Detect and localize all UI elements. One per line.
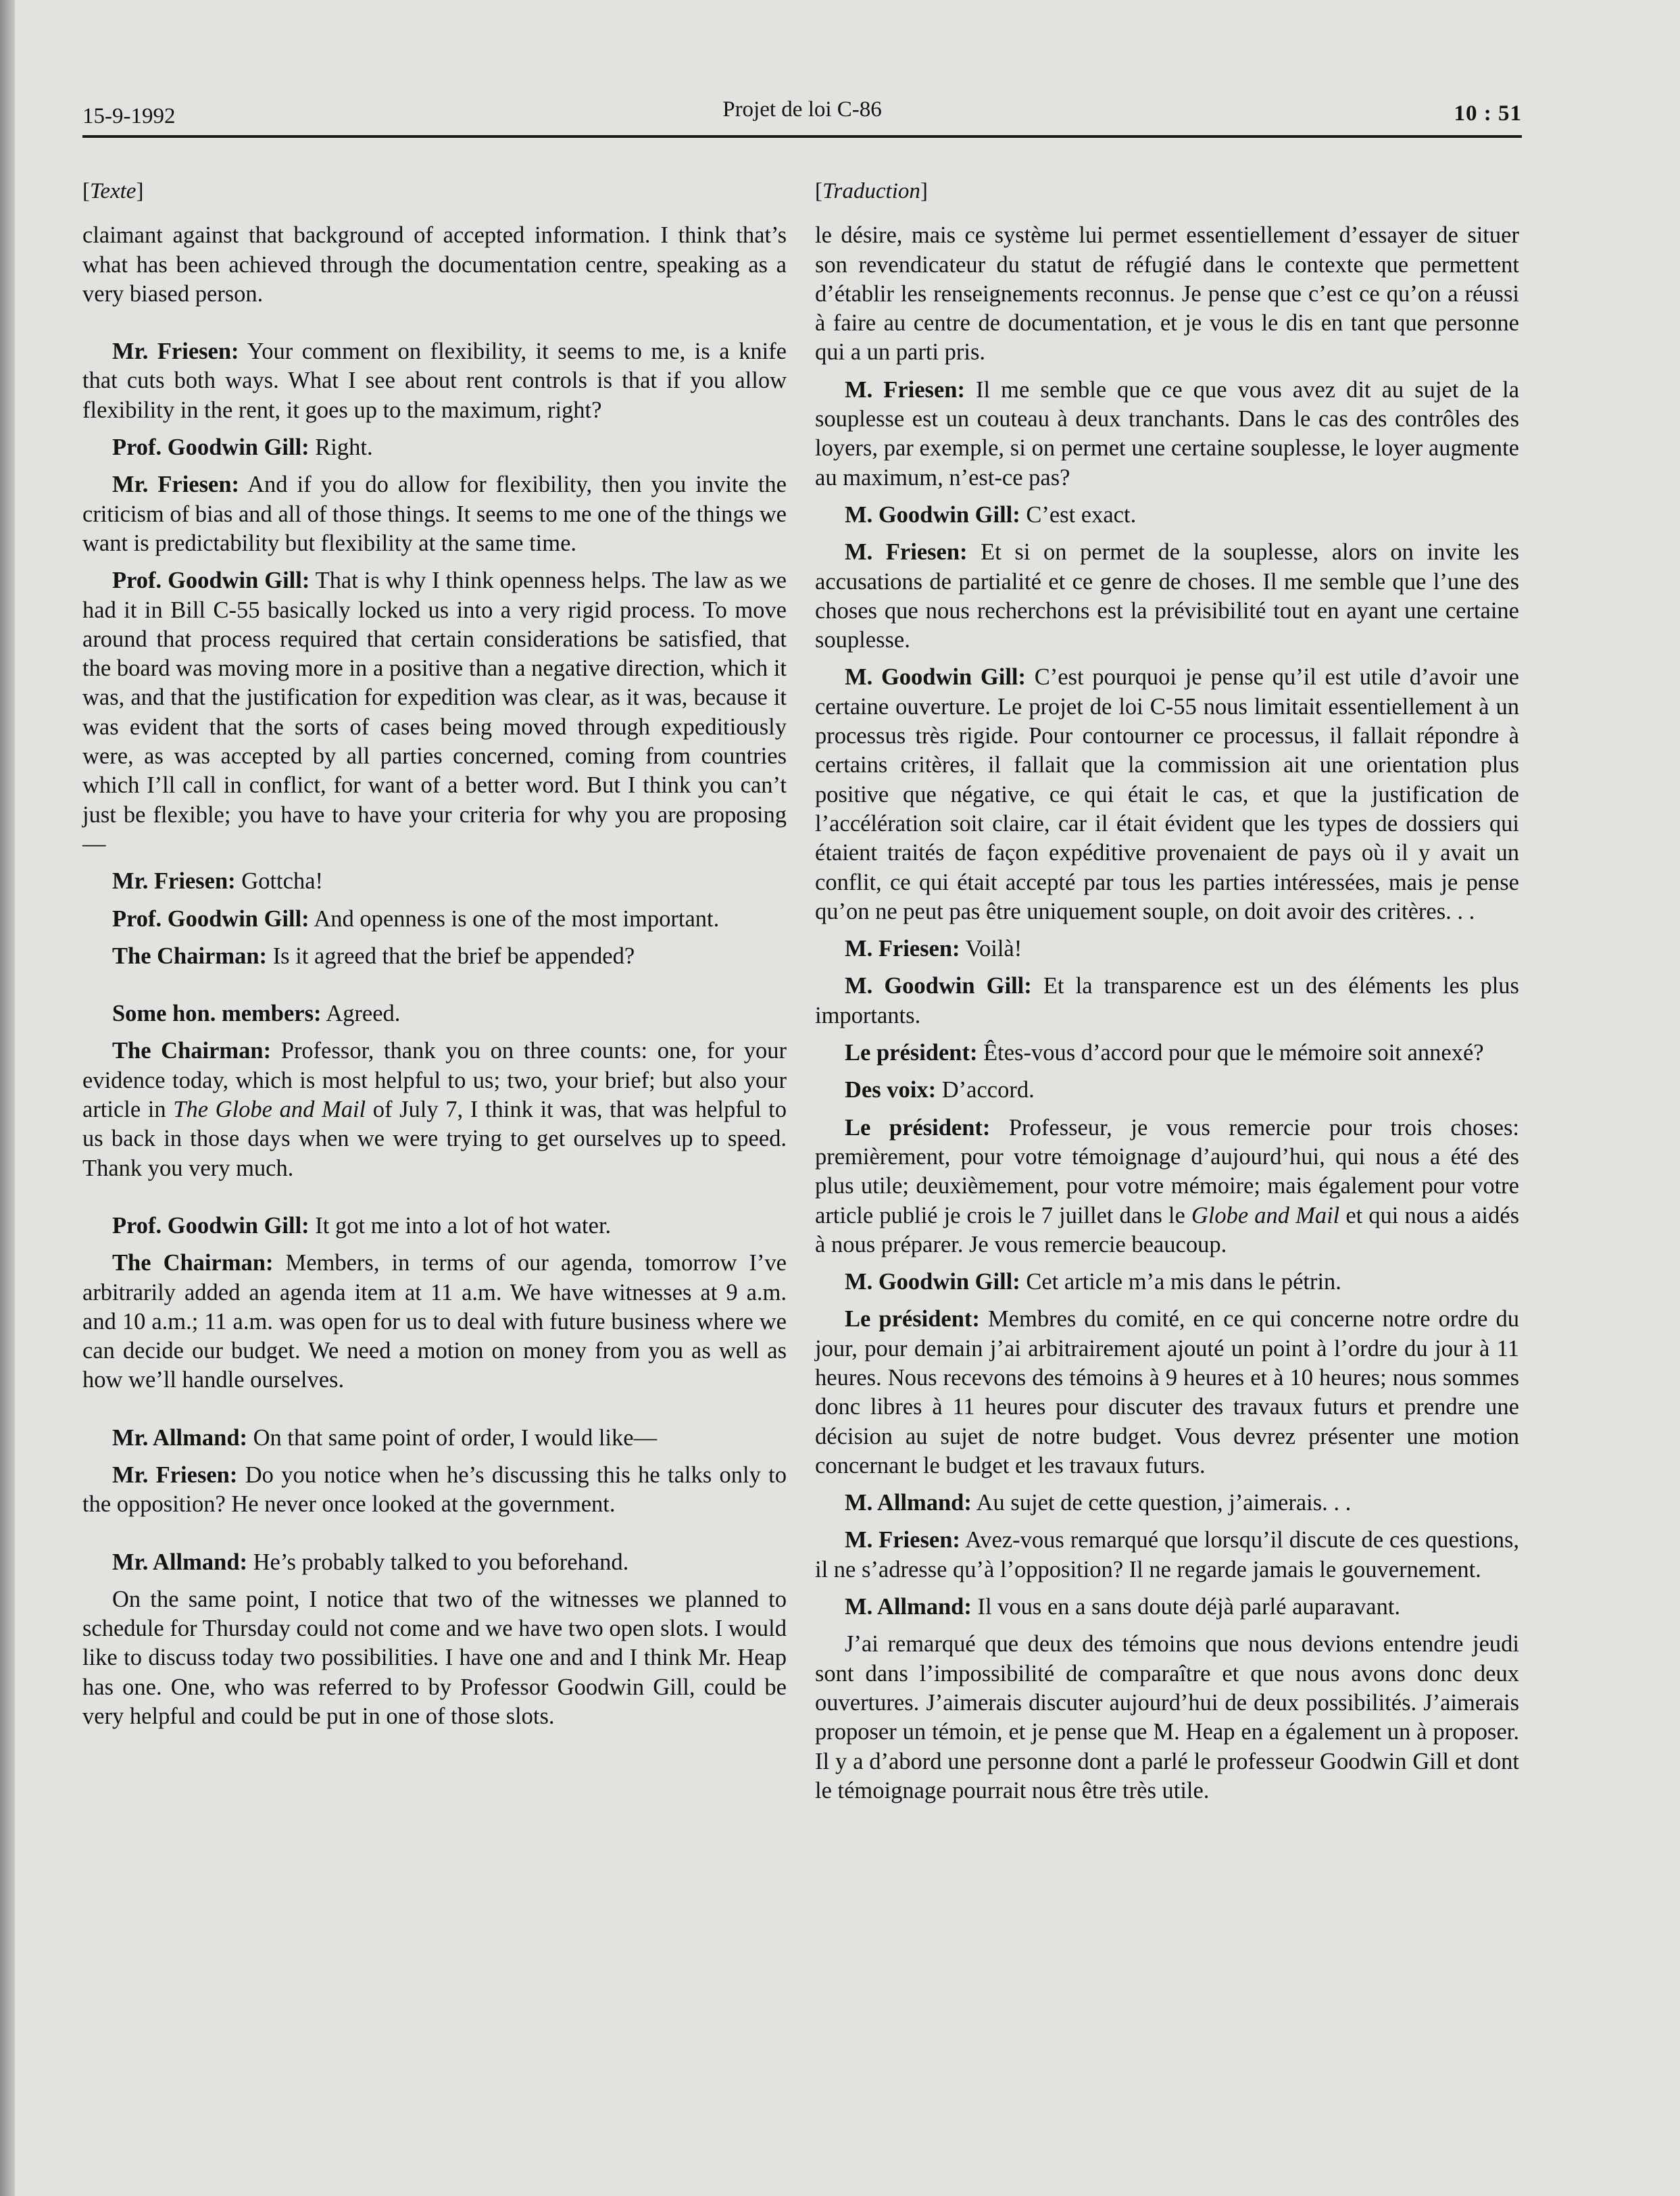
column-label-texte: [Texte] (82, 179, 144, 203)
header-page-number: 10 : 51 (1454, 101, 1522, 126)
paragraph: Prof. Goodwin Gill: Right. (112, 434, 373, 461)
paragraph: On the same point, I notice that two of the witnesses we planned to schedule for Thursday could not come and we have two open slots. I would like to discuss today two possibilities. I have one and and I think Mr. Heap has one. One, who was referred to by Professor Goodwin Gill, could be very helpful and could be put in one of those slots. (82, 1586, 787, 1730)
paragraph: Mr. Allmand: He’s probably talked to you beforehand. (112, 1549, 629, 1575)
speaker-name: Le président: (845, 1306, 980, 1332)
paragraph: Des voix: D’accord. (845, 1077, 1035, 1103)
speaker-name: Des voix: (845, 1077, 937, 1103)
paragraph: The Chairman: Members, in terms of our agenda, tomorrow I’ve arbitrarily added an agenda item at 11 a.m. We have witnesses at 9 a.m. and 10 a.m.; 11 a.m. was open for us to deal with future business where we can decide our budget. We need a motion on money from you as well as how we’ll handle ourselves. (82, 1250, 787, 1393)
speaker-name: Prof. Goodwin Gill: (112, 568, 310, 594)
binding-edge (0, 0, 15, 2196)
speaker-name: M. Goodwin Gill: (845, 664, 1027, 691)
speaker-name: Mr. Friesen: (112, 1462, 238, 1488)
paragraph: M. Friesen: Et si on permet de la souplesse, alors on invite les accusations de partialité et ce genre de choses. Il me semble que l’une des choses que nous recherchons est la prévisibilité tout en ayant une certaine souplesse. (815, 539, 1519, 653)
speaker-name: Prof. Goodwin Gill: (112, 1212, 310, 1239)
paragraph: claimant against that background of accepted information. I think that’s what has been achieved through the documentation centre, speaking as a very biased person. (82, 222, 787, 307)
speaker-name: M. Allmand: (845, 1594, 972, 1620)
paragraph: Le président: Membres du comité, en ce qui concerne notre ordre du jour, pour demain j’ai arbitrairement ajouté un point à l’ordre du jour à 11 heures. Nous recevons des témoins à 9 heures et à 10 heures; nous sommes donc libres à 11 heures pour discuter des travaux futurs et prendre une décision au sujet de notre budget. Vous devrez présenter une motion concernant le budget et les travaux futurs. (815, 1306, 1519, 1478)
header-date: 15-9-1992 (82, 104, 176, 128)
speaker-name: Le président: (845, 1040, 978, 1066)
paragraph: J’ai remarqué que deux des témoins que nous devions entendre jeudi sont dans l’impossibilité de comparaître et que nous avons donc deux ouvertures. J’aimerais discuter aujourd’hui de deux possibilités. J’aimerais proposer un témoin, et je pense que M. Heap en a également un à proposer. Il y a d’abord une personne dont a parlé le professeur Goodwin Gill et dont le témoignage pourrait nous être très utile. (815, 1631, 1519, 1803)
speaker-name: M. Goodwin Gill: (845, 501, 1020, 528)
speaker-name: M. Allmand: (845, 1490, 972, 1516)
speaker-name: Mr. Friesen: (112, 339, 239, 365)
paragraph: M. Allmand: Il vous en a sans doute déjà parlé auparavant. (845, 1594, 1401, 1620)
paragraph: Mr. Friesen: Gottcha! (112, 868, 323, 895)
paragraph: M. Friesen: Il me semble que ce que vous avez dit au sujet de la souplesse est un couteau à deux tranchants. Dans le cas des contrôles des loyers, par exemple, si on permet une certaine souplesse, le loyer augmente au maximum, n’est-ce pas? (815, 376, 1520, 491)
paragraph: M. Goodwin Gill: Cet article m’a mis dans le pétrin. (845, 1269, 1341, 1295)
column-label-traduction: [Traduction] (815, 179, 928, 203)
paragraph: Some hon. members: Agreed. (112, 1001, 401, 1027)
speaker-name: The Chairman: (112, 1250, 274, 1276)
paragraph: Prof. Goodwin Gill: And openness is one of the most important. (112, 905, 720, 932)
paragraph: Le président: Professeur, je vous remercie pour trois choses: premièrement, pour votre témoignage d’aujourd’hui, qui nous a été des plus utile; deuxièmement, pour votre mémoire; mais également pour votre article publié je crois le 7 juillet dans le Globe and Mail et qui nous a aidés à nous préparer. Je vous remercie beaucoup. (815, 1114, 1519, 1257)
english-column (82, 177, 787, 1739)
paragraph: Mr. Friesen: And if you do allow for flexibility, then you invite the criticism of bias and all of those things. It seems to me one of the things we want is predictability but flexibility at the same time. (82, 472, 787, 556)
paragraph: Mr. Friesen: Your comment on flexibility, it seems to me, is a knife that cuts both ways. What I see about rent controls is that if you allow flexibility in the rent, it goes up to the maximum, right? (82, 339, 787, 423)
speaker-name: M. Friesen: (845, 376, 965, 403)
speaker-name: M. Friesen: (845, 539, 968, 566)
speaker-name: The Chairman: (112, 1038, 272, 1064)
speaker-name: Le président: (845, 1114, 991, 1141)
speaker-name: Mr. Allmand: (112, 1549, 247, 1575)
speaker-name: M. Friesen: (845, 1527, 960, 1553)
speaker-name: Prof. Goodwin Gill: (112, 434, 310, 461)
paragraph: M. Goodwin Gill: Et la transparence est un des éléments les plus importants. (815, 973, 1519, 1028)
paragraph: le désire, mais ce système lui permet essentiellement d’essayer de situer son revendicateur du statut de réfugié dans le contexte que permettent d’établir les renseignements reconnus. Je pense que c’est ce qu’on a réussi à faire au centre de documentation, et je vous le dis en tant que personne qui a un parti pris. (815, 222, 1519, 366)
paragraph: M. Allmand: Au sujet de cette question, j’aimerais. . . (845, 1490, 1352, 1516)
paragraph: M. Goodwin Gill: C’est pourquoi je pense qu’il est utile d’avoir une certaine ouverture. Le projet de loi C-55 nous limitait essentiellement à un processus très rigide. Pour contourner ce processus, il fallait répondre à certains critères, il fallait que la commission ait une orientation plus positive que négative, ce qui était le cas, et que la justification de l’accélération soit claire, car il était évident que les types de dossiers qui étaient traités de façon expéditive provenaient de pays où il y avait un conflit, ce qui était accepté par tous les parties intéressées, mais je pense qu’on ne peut pas être uniquement souple, on doit avoir des critères. . . (815, 664, 1519, 924)
paragraph: M. Friesen: Voilà! (845, 936, 1022, 962)
paragraph: Prof. Goodwin Gill: It got me into a lot of hot water. (112, 1212, 612, 1239)
publication-title: The Globe and Mail (173, 1097, 366, 1123)
speaker-name: M. Goodwin Gill: (845, 1269, 1020, 1295)
french-column (815, 177, 1519, 1814)
page-header (82, 95, 1522, 138)
paragraph: Mr. Friesen: Do you notice when he’s discussing this he talks only to the opposition? He never once looked at the government. (82, 1462, 787, 1518)
paragraph: The Chairman: Is it agreed that the brief be appended? (112, 943, 635, 969)
paragraph: M. Goodwin Gill: C’est exact. (845, 501, 1137, 528)
speaker-name: Some hon. members: (112, 1001, 322, 1027)
speaker-name: Prof. Goodwin Gill: (112, 905, 310, 932)
paragraph: The Chairman: Professor, thank you on three counts: one, for your evidence today, which is most helpful to us; two, your brief; but also your article in The Globe and Mail of July 7, I think it was, that was helpful to us back in those days when we were trying to get ourselves up to speed. Thank you very much. (82, 1038, 787, 1181)
speaker-name: The Chairman: (112, 943, 268, 969)
header-title: Projet de loi C-86 (722, 97, 882, 122)
paragraph: Prof. Goodwin Gill: That is why I think openness helps. The law as we had it in Bill C-55 basically locked us into a very rigid process. To move around that process required that certain considerations be satisfied, that the board was moving more in a positive than a negative direction, which it was, and that the justification for expedition was clear, as it was, because it was evident that the sorts of cases being moved through expeditiously were, as was accepted by all parties concerned, coming from countries which I’ll call in conflict, for want of a better word. But I think you can’t just be flexible; you have to have your criteria for why you are proposing— (82, 568, 787, 857)
speaker-name: M. Friesen: (845, 936, 960, 962)
paragraph: Mr. Allmand: On that same point of order, I would like— (112, 1424, 658, 1451)
publication-title: Globe and Mail (1191, 1202, 1340, 1228)
speaker-name: Mr. Allmand: (112, 1424, 247, 1451)
paragraph: M. Friesen: Avez-vous remarqué que lorsqu’il discute de ces questions, il ne s’adresse qu’à l’opposition? Il ne regarde jamais le gouvernement. (815, 1527, 1519, 1582)
paragraph: Le président: Êtes-vous d’accord pour que le mémoire soit annexé? (845, 1040, 1484, 1066)
speaker-name: Mr. Friesen: (112, 868, 236, 895)
speaker-name: Mr. Friesen: (112, 472, 240, 498)
speaker-name: M. Goodwin Gill: (845, 973, 1032, 999)
